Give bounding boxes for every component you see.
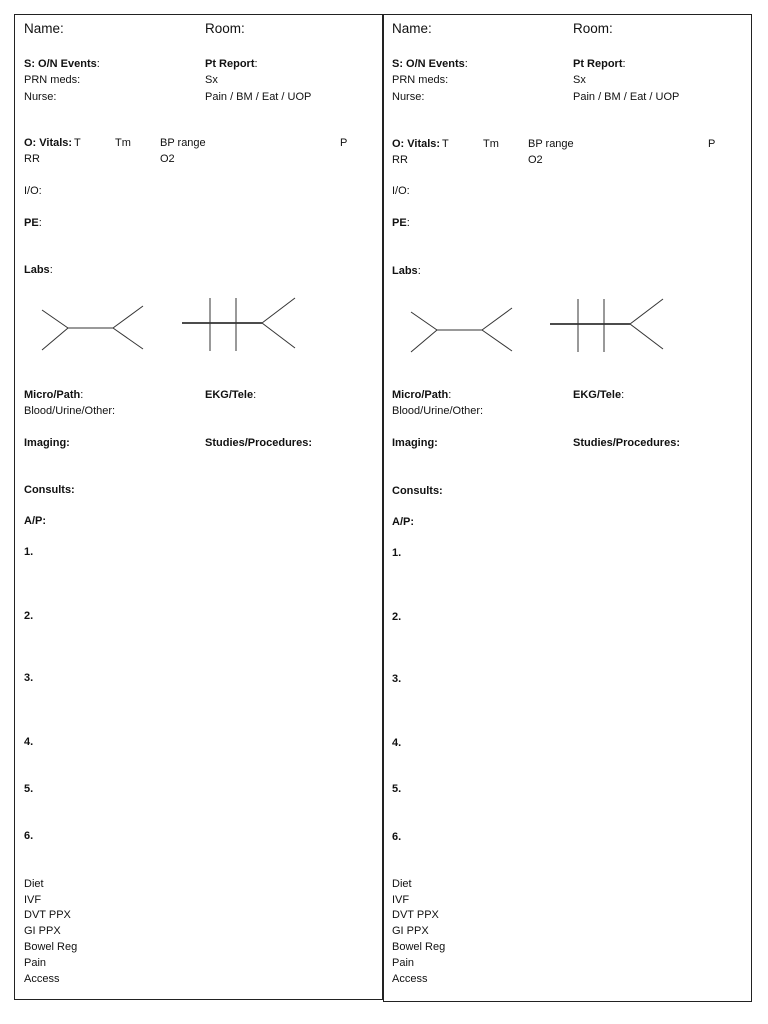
bp-range-label: BP range xyxy=(528,138,574,150)
cbc-lower-right-line xyxy=(482,330,512,351)
micro-path-label xyxy=(24,389,83,402)
checklist-pain: Pain xyxy=(392,957,415,969)
blood-urine-other-label: Blood/Urine/Other: xyxy=(24,405,116,417)
labs-label xyxy=(392,265,421,278)
vitals-label: O: Vitals: xyxy=(392,138,441,150)
ap-item-5: 5. xyxy=(392,783,402,795)
studies-procedures-label: Studies/Procedures: xyxy=(205,437,312,449)
on-events-label xyxy=(24,58,100,71)
o2-label: O2 xyxy=(528,154,543,166)
temp-label: T xyxy=(442,138,449,150)
consults-label: Consults: xyxy=(392,485,443,497)
micro-path-label xyxy=(392,389,451,402)
rr-label: RR xyxy=(392,154,408,166)
pt-report-colon: : xyxy=(254,58,258,70)
bmp-lower-right-line xyxy=(262,323,295,348)
checklist-bowel-reg: Bowel Reg xyxy=(392,941,446,953)
labs-bold: Labs xyxy=(24,264,50,276)
prn-meds-label: PRN meds: xyxy=(24,74,81,86)
ap-item-2: 2. xyxy=(24,610,34,622)
tmax-label: Tm xyxy=(483,138,499,150)
micro-path-colon: : xyxy=(448,389,452,401)
labs-bold: Labs xyxy=(392,265,418,277)
ekg-tele-colon: : xyxy=(253,389,257,401)
bmp-fishbone-diagram xyxy=(182,296,297,354)
micro-path-bold: Micro/Path xyxy=(24,389,81,401)
ekg-tele-bold: EKG/Tele xyxy=(573,389,622,401)
bmp-upper-right-line xyxy=(630,299,663,324)
ekg-tele-label xyxy=(573,389,624,402)
ap-item-6: 6. xyxy=(392,831,402,843)
name-label: Name: xyxy=(392,21,432,36)
micro-path-bold: Micro/Path xyxy=(392,389,449,401)
prn-meds-label: PRN meds: xyxy=(392,74,449,86)
ap-item-2: 2. xyxy=(392,611,402,623)
on-events-label xyxy=(392,58,468,71)
cbc-upper-right-line xyxy=(113,306,143,328)
checklist-gi-ppx: GI PPX xyxy=(24,925,61,937)
bmp-upper-right-line xyxy=(262,298,295,323)
pt-report-bold: Pt Report xyxy=(573,58,623,70)
o2-label: O2 xyxy=(160,153,175,165)
pt-report-colon: : xyxy=(622,58,626,70)
pe-label xyxy=(24,217,42,230)
io-label: I/O: xyxy=(24,185,42,197)
ap-item-6: 6. xyxy=(24,830,34,842)
checklist-pain: Pain xyxy=(24,957,47,969)
bmp-lower-right-line xyxy=(630,324,663,349)
pulse-label: P xyxy=(340,137,348,149)
imaging-label: Imaging: xyxy=(392,437,438,449)
pt-report-bold: Pt Report xyxy=(205,58,255,70)
room-label: Room: xyxy=(205,21,245,36)
pe-colon: : xyxy=(38,217,42,229)
ap-item-4: 4. xyxy=(24,736,34,748)
micro-path-colon: : xyxy=(80,389,84,401)
ekg-tele-label xyxy=(205,389,256,402)
sx-label: Sx xyxy=(573,74,586,86)
pe-bold: PE xyxy=(24,217,39,229)
io-label: I/O: xyxy=(392,185,410,197)
pain-bm-eat-uop-label: Pain / BM / Eat / UOP xyxy=(573,91,680,103)
checklist-diet: Diet xyxy=(24,878,44,890)
ekg-tele-colon: : xyxy=(621,389,625,401)
tmax-label: Tm xyxy=(115,137,131,149)
ap-label: A/P: xyxy=(24,515,46,527)
temp-label: T xyxy=(74,137,81,149)
ap-item-3: 3. xyxy=(24,672,34,684)
checklist-access: Access xyxy=(392,973,428,985)
pe-bold: PE xyxy=(392,217,407,229)
rr-label: RR xyxy=(24,153,40,165)
pe-label xyxy=(392,217,410,230)
nurse-label: Nurse: xyxy=(392,91,425,103)
checklist-bowel-reg: Bowel Reg xyxy=(24,941,78,953)
cbc-upper-left-line xyxy=(411,312,437,330)
ap-item-4: 4. xyxy=(392,737,402,749)
pulse-label: P xyxy=(708,138,716,150)
labs-colon: : xyxy=(417,265,421,277)
bmp-fishbone-diagram xyxy=(550,297,665,355)
on-events-colon: : xyxy=(96,58,100,70)
pt-report-label xyxy=(573,58,626,71)
name-label: Name: xyxy=(24,21,64,36)
cbc-lower-left-line xyxy=(411,330,437,352)
ap-label: A/P: xyxy=(392,516,414,528)
labs-colon: : xyxy=(49,264,53,276)
ap-item-3: 3. xyxy=(392,673,402,685)
vitals-label: O: Vitals: xyxy=(24,137,73,149)
pe-colon: : xyxy=(406,217,410,229)
bp-range-label: BP range xyxy=(160,137,206,149)
ap-item-1: 1. xyxy=(392,547,402,559)
on-events-colon: : xyxy=(464,58,468,70)
labs-label xyxy=(24,264,53,277)
room-label: Room: xyxy=(573,21,613,36)
checklist-ivf: IVF xyxy=(392,894,410,906)
checklist-diet: Diet xyxy=(392,878,412,890)
on-events-bold: S: O/N Events xyxy=(392,58,465,70)
sx-label: Sx xyxy=(205,74,218,86)
ap-item-5: 5. xyxy=(24,783,34,795)
patient-sheet-right xyxy=(383,14,752,1002)
pain-bm-eat-uop-label: Pain / BM / Eat / UOP xyxy=(205,91,312,103)
cbc-fishbone-diagram xyxy=(40,303,145,353)
checklist-dvt-ppx: DVT PPX xyxy=(392,909,439,921)
on-events-bold: S: O/N Events xyxy=(24,58,97,70)
checklist-access: Access xyxy=(24,973,60,985)
checklist-dvt-ppx: DVT PPX xyxy=(24,909,71,921)
studies-procedures-label: Studies/Procedures: xyxy=(573,437,680,449)
ekg-tele-bold: EKG/Tele xyxy=(205,389,254,401)
pt-report-label xyxy=(205,58,258,71)
consults-label: Consults: xyxy=(24,484,75,496)
cbc-lower-left-line xyxy=(42,328,68,350)
nurse-label: Nurse: xyxy=(24,91,57,103)
patient-sheet-left xyxy=(14,14,383,1000)
cbc-fishbone-diagram xyxy=(409,305,514,355)
checklist-gi-ppx: GI PPX xyxy=(392,925,429,937)
checklist-ivf: IVF xyxy=(24,894,42,906)
cbc-upper-left-line xyxy=(42,310,68,328)
ap-item-1: 1. xyxy=(24,546,34,558)
blood-urine-other-label: Blood/Urine/Other: xyxy=(392,405,484,417)
cbc-upper-right-line xyxy=(482,308,512,330)
cbc-lower-right-line xyxy=(113,328,143,349)
imaging-label: Imaging: xyxy=(24,437,70,449)
